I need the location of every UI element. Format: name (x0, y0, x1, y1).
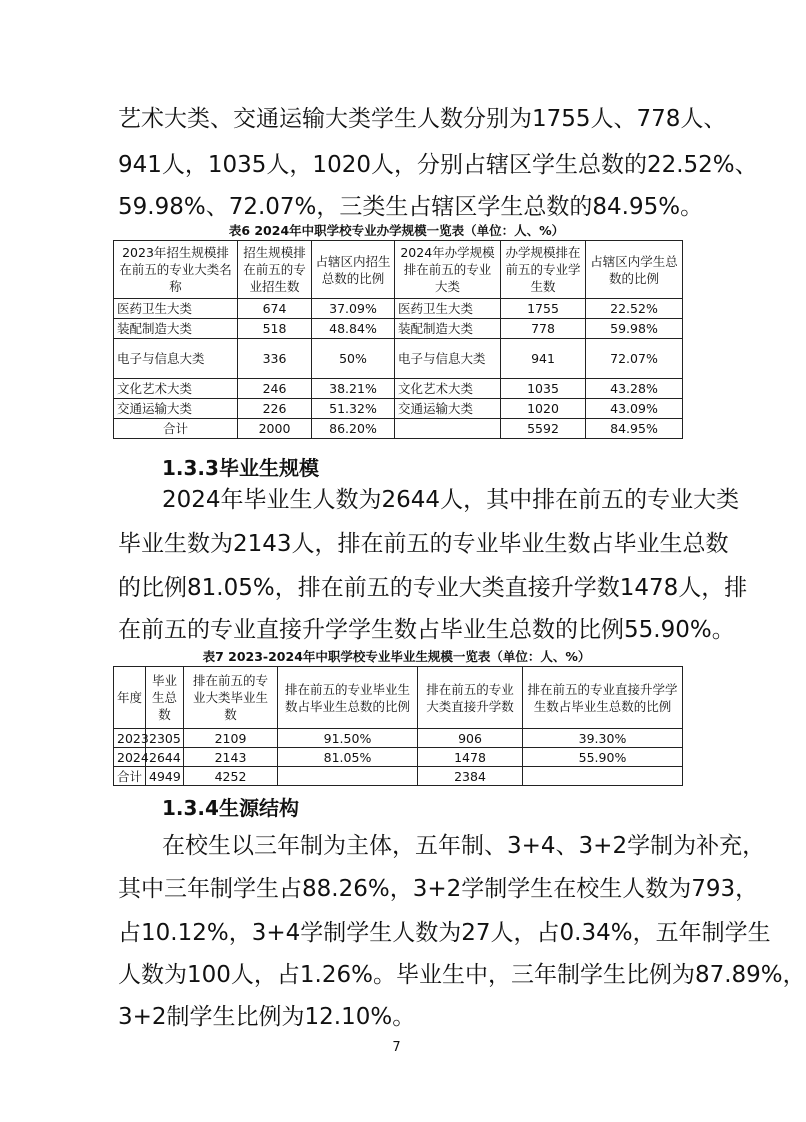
table-cell: 38.21% (312, 379, 395, 399)
table-cell (395, 419, 501, 439)
table6-caption: 表6 2024年中职学校专业办学规模一览表（单位：人、%） (228, 223, 565, 238)
section133-line-3: 的比例81.05%，排在前五的专业大类直接升学数1478人，排 (118, 575, 748, 601)
table-row (114, 319, 683, 339)
table-cell: 交通运输大类 (114, 399, 238, 419)
table-cell: 43.09% (586, 399, 683, 419)
table-cell: 5592 (501, 419, 586, 439)
table6-header-cell: 招生规模排在前五的专业招生数 (238, 241, 312, 299)
table-row (114, 748, 683, 767)
table6-header-cell: 2024年办学规模排在前五的专业大类 (395, 241, 501, 299)
table7-caption: 表7 2023-2024年中职学校专业毕业生规模一览表（单位：人、%） (202, 649, 591, 664)
table-cell: 1478 (418, 748, 523, 767)
table-cell: 51.32% (312, 399, 395, 419)
table-cell: 518 (238, 319, 312, 339)
table7-header-cell: 排在前五的专业大类毕业生数 (184, 667, 278, 729)
table-cell: 336 (238, 339, 312, 379)
table-cell: 50% (312, 339, 395, 379)
table6-header-row (114, 241, 683, 299)
table-cell: 合计 (114, 767, 146, 786)
table7 (113, 666, 683, 786)
table-row-total (114, 419, 683, 439)
table-cell: 2024 (114, 748, 146, 767)
section-heading-134: 1.3.4生源结构 (162, 796, 299, 820)
page-number: 7 (392, 1040, 401, 1055)
table6-header-cell: 办学规模排在前五的专业学生数 (501, 241, 586, 299)
table-cell: 装配制造大类 (395, 319, 501, 339)
table7-header-cell: 毕业生总数 (146, 667, 184, 729)
table6-header-cell: 占辖区内招生总数的比例 (312, 241, 395, 299)
table-row (114, 299, 683, 319)
table-cell: 84.95% (586, 419, 683, 439)
table-cell: 59.98% (586, 319, 683, 339)
table-cell: 2305 (146, 729, 184, 748)
table7-header-cell: 排在前五的专业大类直接升学数 (418, 667, 523, 729)
table-cell: 电子与信息大类 (395, 339, 501, 379)
section134-line-2: 其中三年制学生占88.26%，3+2学制学生在校生人数为793， (118, 876, 759, 902)
section134-line-1: 在校生以三年制为主体，五年制、3+4、3+2学制为补充， (162, 833, 766, 859)
table-row (114, 729, 683, 748)
table-row (114, 339, 683, 379)
table-cell: 1035 (501, 379, 586, 399)
table-cell: 2384 (418, 767, 523, 786)
table-row (114, 379, 683, 399)
table-cell: 2143 (184, 748, 278, 767)
table-cell: 39.30% (523, 729, 683, 748)
section133-line-2: 毕业生数为2143人，排在前五的专业毕业生数占毕业生总数 (118, 531, 729, 557)
table-cell: 2023 (114, 729, 146, 748)
table-cell: 合计 (114, 419, 238, 439)
intro-line-2: 941人，1035人，1020人，分别占辖区学生总数的22.52%、 (118, 152, 758, 178)
section133-line-1: 2024年毕业生人数为2644人，其中排在前五的专业大类 (162, 487, 740, 513)
section134-line-5: 3+2制学生比例为12.10%。 (118, 1004, 416, 1030)
table-cell (523, 767, 683, 786)
table-cell: 2000 (238, 419, 312, 439)
table-cell: 674 (238, 299, 312, 319)
table-cell: 装配制造大类 (114, 319, 238, 339)
table6 (113, 240, 683, 439)
table-cell: 226 (238, 399, 312, 419)
table-cell: 48.84% (312, 319, 395, 339)
table-row (114, 399, 683, 419)
table-cell: 37.09% (312, 299, 395, 319)
section134-line-4: 人数为100人，占1.26%。毕业生中，三年制学生比例为87.89%， (118, 962, 806, 988)
table-cell: 1755 (501, 299, 586, 319)
table-cell: 交通运输大类 (395, 399, 501, 419)
table-cell: 43.28% (586, 379, 683, 399)
table-cell: 电子与信息大类 (114, 339, 238, 379)
section134-line-3: 占10.12%，3+4学制学生人数为27人，占0.34%，五年制学生 (118, 920, 771, 946)
table-cell: 22.52% (586, 299, 683, 319)
table-cell: 医药卫生大类 (114, 299, 238, 319)
table-cell: 86.20% (312, 419, 395, 439)
table7-header-row (114, 667, 683, 729)
table-cell: 4949 (146, 767, 184, 786)
table-cell: 55.90% (523, 748, 683, 767)
table-cell: 2109 (184, 729, 278, 748)
table-cell: 778 (501, 319, 586, 339)
table7-header-cell: 年度 (114, 667, 146, 729)
table-cell: 906 (418, 729, 523, 748)
table-cell: 246 (238, 379, 312, 399)
section-heading-133: 1.3.3毕业生规模 (162, 456, 319, 480)
table-cell: 1020 (501, 399, 586, 419)
table-cell: 文化艺术大类 (395, 379, 501, 399)
intro-line-1: 艺术大类、交通运输大类学生人数分别为1755人、778人、 (118, 106, 727, 132)
section133-line-4: 在前五的专业直接升学学生数占毕业生总数的比例55.90%。 (118, 617, 735, 643)
table-cell: 医药卫生大类 (395, 299, 501, 319)
table-cell: 4252 (184, 767, 278, 786)
table-cell (278, 767, 418, 786)
table-row-total (114, 767, 683, 786)
table7-header-cell: 排在前五的专业直接升学学生数占毕业生总数的比例 (523, 667, 683, 729)
table-cell: 941 (501, 339, 586, 379)
table-cell: 2644 (146, 748, 184, 767)
table-cell: 72.07% (586, 339, 683, 379)
table6-header-cell: 占辖区内学生总数的比例 (586, 241, 683, 299)
table-cell: 91.50% (278, 729, 418, 748)
table-cell: 文化艺术大类 (114, 379, 238, 399)
table7-header-cell: 排在前五的专业毕业生数占毕业生总数的比例 (278, 667, 418, 729)
intro-line-3: 59.98%、72.07%，三类生占辖区学生总数的84.95%。 (118, 194, 704, 220)
table6-header-cell: 2023年招生规模排在前五的专业大类名称 (114, 241, 238, 299)
table-cell: 81.05% (278, 748, 418, 767)
